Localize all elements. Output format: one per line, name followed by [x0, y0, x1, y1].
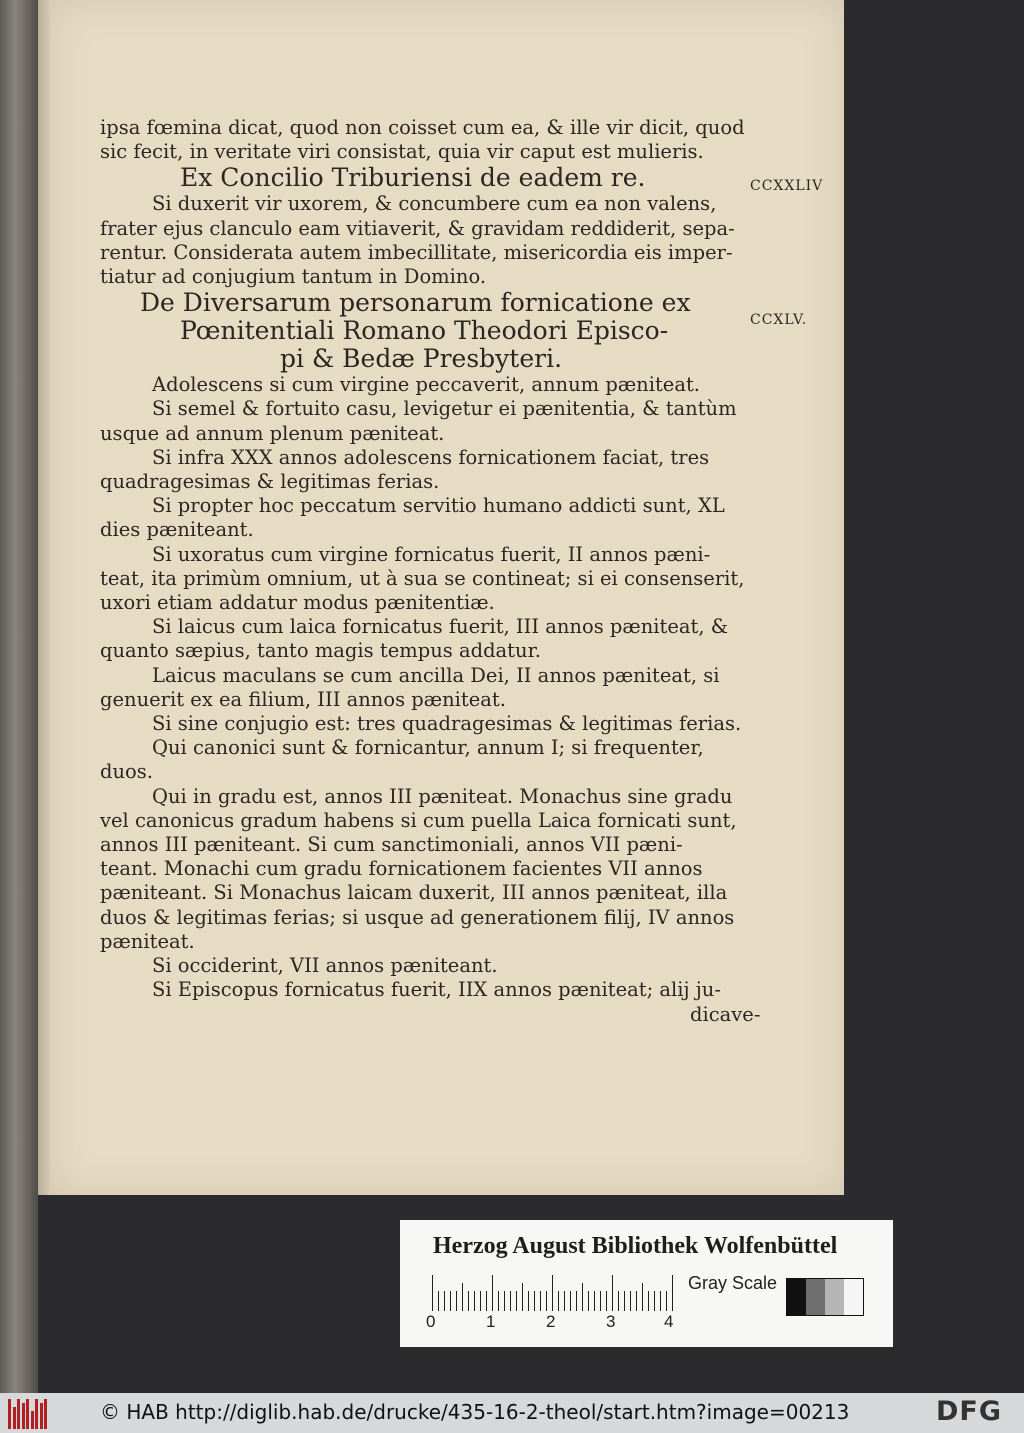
ruler-tick — [582, 1283, 583, 1311]
text-line: pæniteant. Si Monachus laicam duxerit, III annos pæniteat, illa — [100, 881, 728, 905]
page-text — [100, 116, 770, 1027]
ruler-tick — [654, 1291, 655, 1311]
logo-bar — [13, 1407, 16, 1429]
text-line: teat, ita primùm omnium, ut à sua se contineat; si ei consenserit, — [100, 566, 745, 590]
text-line: Qui canonici sunt & fornicantur, annum I; si frequenter, — [152, 736, 704, 760]
library-title: Herzog August Bibliothek Wolfenbüttel — [433, 1233, 838, 1259]
ruler-tick — [468, 1291, 469, 1311]
ruler-tick — [546, 1291, 547, 1311]
gray-swatch — [825, 1279, 844, 1315]
text-line: vel canonicus gradum habens si cum puella Laica fornicati sunt, — [100, 808, 737, 832]
ruler-tick — [630, 1291, 631, 1311]
footer-copyright-link[interactable]: © HAB http://diglib.hab.de/drucke/435-16-2-theol/start.htm?image=00213 — [100, 1400, 850, 1424]
ruler-number: 4 — [664, 1312, 674, 1331]
text-line: tiatur ad conjugium tantum in Domino. — [100, 265, 487, 289]
text-line: teant. Monachi cum gradu fornicationem facientes VII annos — [100, 857, 703, 881]
text-line: annos III pæniteant. Si cum sanctimoniali, annos VII pæni- — [100, 833, 683, 857]
ruler-tick — [450, 1291, 451, 1311]
measurement-ruler — [432, 1275, 677, 1311]
ruler-tick — [498, 1291, 499, 1311]
ruler-tick — [606, 1291, 607, 1311]
ruler-tick — [648, 1291, 649, 1311]
ruler-tick — [522, 1283, 523, 1311]
ruler-tick — [558, 1291, 559, 1311]
text-line: usque ad annum plenum pæniteat. — [100, 421, 445, 445]
text-line: Si propter hoc peccatum servitio humano addicti sunt, XL — [152, 494, 725, 518]
section-heading: Pœnitentiali Romano Theodori Episco- — [180, 316, 669, 346]
text-line: duos & legitimas ferias; si usque ad generationem filij, IV annos — [100, 905, 735, 929]
logo-bar — [22, 1403, 25, 1429]
text-line: rentur. Considerata autem imbecillitate, misericordia eis imper- — [100, 240, 733, 264]
section-heading: De Diversarum personarum fornicatione ex — [140, 288, 691, 318]
ruler-tick — [636, 1291, 637, 1311]
logo-bar — [17, 1399, 20, 1429]
ruler-tick — [540, 1291, 541, 1311]
gray-swatch — [844, 1279, 863, 1315]
text-line: quadragesimas & legitimas ferias. — [100, 470, 440, 494]
ruler-tick — [432, 1275, 433, 1311]
text-line: uxori etiam addatur modus pænitentiæ. — [100, 591, 495, 615]
margin-note: CCXXLIV — [750, 178, 824, 194]
hab-logo-icon — [8, 1399, 50, 1429]
gray-scale-swatches — [786, 1278, 864, 1316]
ruler-number: 2 — [546, 1312, 556, 1331]
ruler-tick — [552, 1275, 553, 1311]
ruler-tick — [588, 1291, 589, 1311]
text-line: Si infra XXX annos adolescens fornicationem faciat, tres — [152, 445, 710, 469]
ruler-tick — [576, 1291, 577, 1311]
text-line: Laicus maculans se cum ancilla Dei, II annos pæniteat, si — [152, 663, 720, 687]
ruler-tick — [516, 1291, 517, 1311]
gray-swatch — [787, 1279, 806, 1315]
logo-bar — [8, 1399, 11, 1429]
ruler-tick — [456, 1291, 457, 1311]
ruler-tick — [618, 1291, 619, 1311]
ruler-tick — [660, 1291, 661, 1311]
ruler-tick — [624, 1291, 625, 1311]
ruler-tick — [666, 1291, 667, 1311]
ruler-tick — [612, 1275, 613, 1311]
gray-swatch — [806, 1279, 825, 1315]
ruler-tick — [570, 1291, 571, 1311]
text-line: duos. — [100, 760, 153, 784]
text-line: Si semel & fortuito casu, levigetur ei pænitentia, & tantùm — [152, 397, 737, 421]
text-line: Si occiderint, VII annos pæniteant. — [152, 954, 498, 978]
text-line: Si duxerit vir uxorem, & concumbere cum ea non valens, — [152, 192, 717, 216]
gray-scale-label: Gray Scale — [688, 1273, 778, 1293]
logo-bar — [35, 1399, 38, 1429]
text-line: frater ejus clanculo eam vitiaverit, & gravidam reddiderit, sepa- — [100, 216, 735, 240]
text-line: Si laicus cum laica fornicatus fuerit, III annos pæniteat, & — [152, 615, 729, 639]
ruler-tick — [492, 1275, 493, 1311]
text-line: sic fecit, in veritate viri consistat, quia vir caput est mulieris. — [100, 140, 704, 164]
text-line: Qui in gradu est, annos III pæniteat. Monachus sine gradu — [152, 784, 733, 808]
margin-note: CCXLV. — [750, 312, 808, 328]
book-spine-edge — [0, 0, 38, 1393]
ruler-tick — [594, 1291, 595, 1311]
ruler-tick — [564, 1291, 565, 1311]
ruler-tick — [444, 1291, 445, 1311]
ruler-tick — [528, 1291, 529, 1311]
ruler-tick — [480, 1291, 481, 1311]
ruler-tick — [642, 1283, 643, 1311]
ruler-tick — [672, 1275, 673, 1311]
ruler-tick — [600, 1291, 601, 1311]
ruler-tick — [474, 1291, 475, 1311]
text-line: ipsa fœmina dicat, quod non coisset cum ea, & ille vir dicit, quod — [100, 116, 745, 139]
text-line: genuerit ex ea filium, III annos pæniteat. — [100, 687, 506, 711]
ruler-tick — [534, 1291, 535, 1311]
ruler-tick — [462, 1283, 463, 1311]
text-line: quanto sæpius, tanto magis tempus addatur. — [100, 639, 541, 663]
logo-bar — [40, 1403, 43, 1429]
section-heading: pi & Bedæ Presbyteri. — [280, 344, 563, 374]
ruler-tick — [504, 1291, 505, 1311]
text-line: dicave- — [690, 1002, 761, 1026]
ruler-number: 3 — [606, 1312, 616, 1331]
logo-bar — [31, 1411, 34, 1429]
text-line: Si uxoratus cum virgine fornicatus fuerit, II annos pæni- — [152, 542, 711, 566]
logo-bar — [44, 1399, 47, 1429]
ruler-number: 1 — [486, 1312, 496, 1331]
text-line: dies pæniteant. — [100, 518, 254, 542]
logo-bar — [26, 1399, 29, 1429]
ruler-tick — [510, 1291, 511, 1311]
ruler-tick — [438, 1291, 439, 1311]
dfg-logo: DFG — [936, 1396, 1003, 1427]
section-heading: Ex Concilio Triburiensi de eadem re. — [180, 163, 646, 193]
text-line: Adolescens si cum virgine peccaverit, annum pæniteat. — [152, 373, 700, 397]
book-page — [50, 0, 844, 1195]
text-line: pæniteat. — [100, 929, 195, 953]
ruler-number: 0 — [426, 1312, 436, 1331]
text-line: Si Episcopus fornicatus fuerit, IIX annos pæniteat; alij ju- — [152, 978, 721, 1002]
text-line: Si sine conjugio est: tres quadragesimas & legitimas ferias. — [152, 712, 742, 736]
ruler-tick — [486, 1291, 487, 1311]
